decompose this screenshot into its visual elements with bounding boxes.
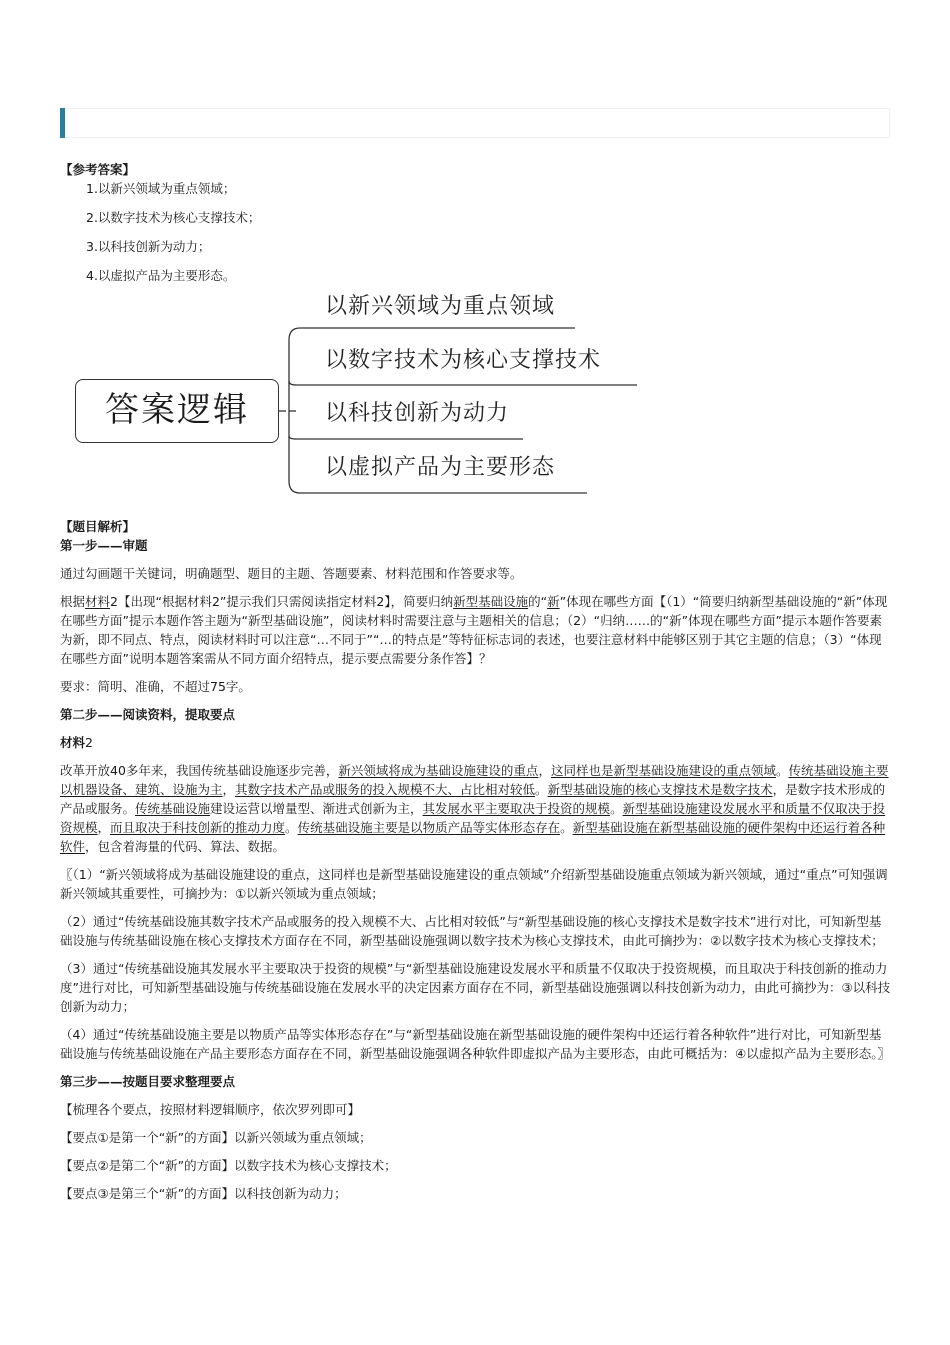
analysis-point: （3）通过“传统基础设施其发展水平主要取决于投资的规模”与“新型基础设施建设发展水平和质量不仅取决于投资规模，而且取决于科技创新的推动力度”进行对比，可知新型基础设施与传统基础设施在发展水平的决定因素方面存在不同，新型基础设施强调以科技创新为动力，由此可摘抄为：③以科技创新为动力； xyxy=(60,961,891,1014)
analysis-point: （4）通过“传统基础设施主要是以物质产品等实体形态存在”与“新型基础设施在新型基础设施的硬件架构中还运行着各种软件”进行对比，可知新型基础设施与传统基础设施在产品主要形态方面存在不同，新型基础设施强调各种软件即虚拟产品为主要形态，由此可概括为：④以虚拟产品为主要形态。〗 xyxy=(60,1027,890,1061)
step3-line: 【要点②是第二个“新”的方面】以数字技术为核心支撑技术； xyxy=(60,1158,397,1173)
analysis-title: 【题目解析】 xyxy=(60,519,136,534)
step2-title: 第二步——阅读资料，提取要点 xyxy=(60,707,236,722)
mindmap-branch: 以科技创新为动力 xyxy=(325,401,510,426)
step1-paragraph: 通过勾画题干关键词，明确题型、题目的主题、答题要素、材料范围和作答要求等。 xyxy=(60,566,523,581)
analysis-point: 〖（1）“新兴领域将成为基础设施建设的重点，这同样也是新型基础设施建设的重点领域”介绍新型基础设施重点领域为新兴领域，通过“重点”可知强调新兴领域其重要性，可摘抄为：①以新兴领域为重点领域； xyxy=(60,867,888,901)
mindmap-root: 答案逻辑 xyxy=(75,379,279,443)
step1-title: 第一步——审题 xyxy=(60,538,148,553)
step3-line: 【梳理各个要点，按照材料逻辑顺序，依次罗列即可】 xyxy=(60,1102,361,1117)
step3-line: 【要点③是第三个“新”的方面】以科技创新为动力； xyxy=(60,1186,347,1201)
material-title: 材料2 xyxy=(60,735,93,750)
material-paragraph: 改革开放40多年来，我国传统基础设施逐步完善，新兴领域将成为基础设施建设的重点，这同样也是新型基础设施建设的重点领域。传统基础设施主要以机器设备、建筑、设施为主，其数字技术产品或服务的投入规模不大、占比相对较低。新型基础设施的核心支撑技术是数字技术，是数字技术形成的产品或服务。传统基础设施建设运营以增量型、渐进式创新为主，其发展水平主要取决于投资的规模。新型基础设施建设发展水平和质量不仅取决于投资规模，而且取决于科技创新的推动力度。传统基础设施主要是以物质产品等实体形态存在。新型基础设施在新型基础设施的硬件架构中还运行着各种软件，包含着海量的代码、算法、数据。 xyxy=(60,763,889,854)
answer-item: 3.以科技创新为动力； xyxy=(86,239,211,254)
step1-question-paragraph: 根据材料2【出现“根据材料2”提示我们只需阅读指定材料2】，简要归纳新型基础设施的“新”体现在哪些方面【（1）“简要归纳新型基础设施的“新”体现在哪些方面”提示本题作答主题为“新型基础设施”，阅读材料时需要注意与主题相关的信息；（2）“归纳……的“新”体现在哪些方面”提示本题作答要素为新，即不同点、特点，阅读材料时可以注意“…不同于”“…的特点是”等特征标志词的表述，也要注意材料中能够区别于其它主题的信息；（3）“体现在哪些方面”说明本题答案需从不同方面介绍特点，提示要点需要分条作答】？ xyxy=(60,594,888,666)
requirement-text: 要求：简明、准确，不超过75字。 xyxy=(60,679,251,694)
section-header-accent xyxy=(60,108,65,138)
answer-item: 4.以虚拟产品为主要形态。 xyxy=(86,268,236,283)
mindmap-branch: 以虚拟产品为主要形态 xyxy=(325,455,556,480)
analysis-point: （2）通过“传统基础设施其数字技术产品或服务的投入规模不大、占比相对较低”与“新型基础设施的核心支撑技术是数字技术”进行对比，可知新型基础设施与传统基础设施在核心支撑技术方面存在不同，新型基础设施强调以数字技术为核心支撑技术，由此可摘抄为：②以数字技术为核心支撑技术； xyxy=(60,914,884,948)
answer-item: 1.以新兴领域为重点领域； xyxy=(86,181,236,196)
answer-item: 2.以数字技术为核心支撑技术； xyxy=(86,210,261,225)
step3-line: 【要点①是第一个“新”的方面】以新兴领域为重点领域； xyxy=(60,1130,372,1145)
section-header-bar xyxy=(60,108,890,138)
answer-list xyxy=(60,179,892,295)
answer-logic-mindmap xyxy=(60,295,892,515)
answer-title: 【参考答案】 xyxy=(60,162,136,177)
mindmap-branch: 以数字技术为核心支撑技术 xyxy=(325,348,602,373)
step3-title: 第三步——按题目要求整理要点 xyxy=(60,1074,236,1089)
document-body xyxy=(60,160,892,1212)
mindmap-branch: 以新兴领域为重点领域 xyxy=(325,294,556,319)
